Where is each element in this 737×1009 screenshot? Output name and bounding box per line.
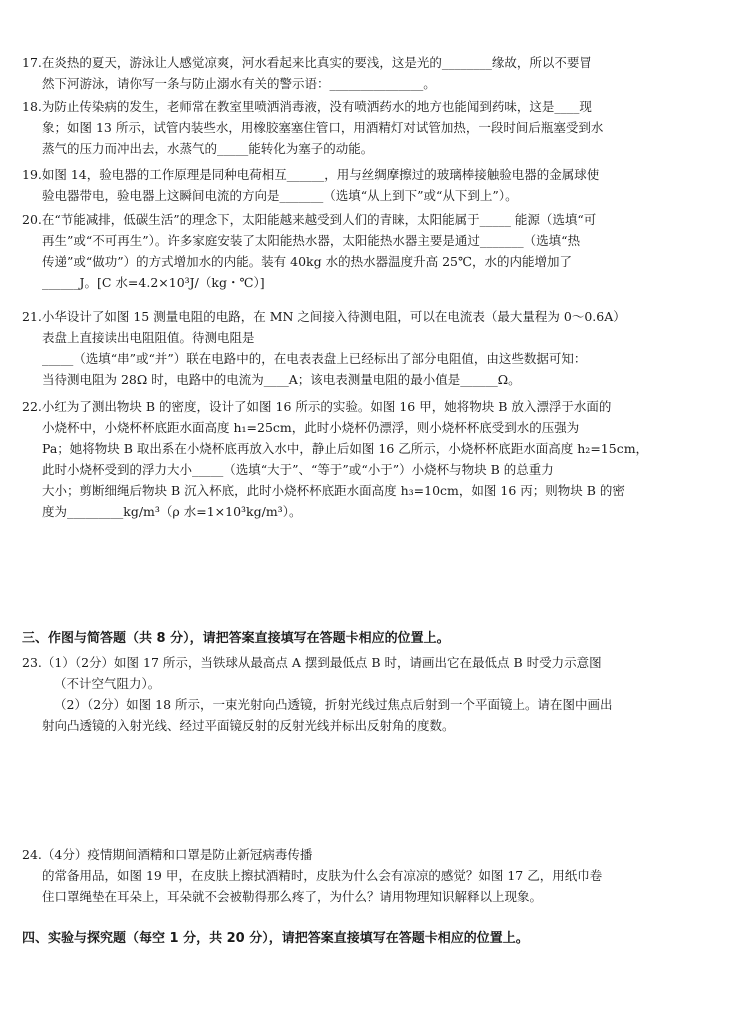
question-23-line-1: 23.（1）（2分）如图 17 所示，当铁球从最高点 A 摆到最低点 B 时，请画出它在最低点 B 时受力示意图 [22,655,602,670]
question-20 [22,209,702,293]
question-18-line-3: 蒸气的压力而冲出去，水蒸气的_____能转化为塞子的动能。 [42,141,374,156]
question-20-line-4: ______J。[C 水=4.2×10³J/（kg・℃）] [42,275,265,290]
question-22-line-3: Pa；她将物块 B 取出系在小烧杯底再放入水中，静止后如图 16 乙所示，小烧杯杯底距水面高度 h₂=15cm， [42,441,649,456]
section-3-heading: 三、作图与简答题（共 8 分），请把答案直接填写在答题卡相应的位置上。 [22,631,450,646]
question-22-line-4: 此时小烧杯受到的浮力大小_____（选填“大于”、“等于”或“小于”）小烧杯与物块 B 的总重力 [42,462,554,477]
section-4-heading: 四、实验与探究题（每空 1 分，共 20 分），请把答案直接填写在答题卡相应的位置上。 [22,931,529,946]
question-19 [22,164,702,206]
question-24-line-1: 24.（4分）疫情期间酒精和口罩是防止新冠病毒传播 [22,847,313,862]
question-23 [22,652,702,736]
question-17-line-1: 17.在炎热的夏天，游泳让人感觉凉爽，河水看起来比真实的要浅，这是光的________缘故，所以不要冒 [22,55,592,70]
question-21-line-3: _____（选填“串”或“并”）联在电路中的，在电表表盘上已经标出了部分电阻值，由这些数据可知： [42,351,587,366]
question-18 [22,96,702,159]
question-23-line-4: 射向凸透镜的入射光线、经过平面镜反射的反射光线并标出反射角的度数。 [42,718,455,733]
question-22-line-2: 小烧杯中，小烧杯杯底距水面高度 h₁=25cm，此时小烧杯仍漂浮，则小烧杯杯底受到水的压强为 [42,420,580,435]
question-21-line-4: 当待测电阻为 28Ω 时，电路中的电流为____A；该电表测量电阻的最小值是______Ω。 [42,372,521,387]
question-22 [22,396,702,522]
question-17-line-2: 然下河游泳，请你写一条与防止溺水有关的警示语：_______________。 [42,76,436,91]
question-19-line-1: 19.如图 14，验电器的工作原理是同种电荷相互______，用与丝绸摩擦过的玻璃棒接触验电器的金属球使 [22,167,600,182]
question-24 [22,844,702,907]
question-17 [22,52,702,94]
question-22-line-1: 22.小红为了测出物块 B 的密度，设计了如图 16 所示的实验。如图 16 甲，她将物块 B 放入漂浮于水面的 [22,399,612,414]
question-24-line-2: 的常备用品，如图 19 甲，在皮肤上擦拭酒精时，皮肤为什么会有凉凉的感觉？如图 17 乙，用纸巾卷 [42,868,603,883]
question-19-line-2: 验电器带电，验电器上这瞬间电流的方向是_______（选填“从上到下”或“从下到上”）。 [42,188,518,203]
question-23-line-3: （2）（2分）如图 18 所示，一束光射向凸透镜，折射光线过焦点后射到一个平面镜上。请在图中画出 [54,697,613,712]
question-20-line-2: 再生”或“不可再生”）。许多家庭安装了太阳能热水器，太阳能热水器主要是通过_______（选填“热 [42,233,581,248]
question-21 [22,306,702,390]
question-24-line-3: 住口罩绳垫在耳朵上，耳朵就不会被勒得那么疼了，为什么？请用物理知识解释以上现象。 [42,889,543,904]
question-18-line-2: 象；如图 13 所示，试管内装些水，用橡胶塞塞住管口，用酒精灯对试管加热，一段时间后瓶塞受到水 [42,120,604,135]
question-22-line-6: 度为_________kg/m³（ρ 水=1×10³kg/m³）。 [42,504,302,519]
question-21-line-2: 表盘上直接读出电阻阻值。待测电阻是 [42,330,255,345]
question-21-line-1: 21.小华设计了如图 15 测量电阻的电路，在 MN 之间接入待测电阻，可以在电流表（最大量程为 0～0.6A） [22,309,626,324]
question-20-line-1: 20.在“节能减排，低碳生活”的理念下，太阳能越来越受到人们的青睐，太阳能属于_____ 能源（选填“可 [22,212,597,227]
question-23-line-2: （不计空气阻力）。 [54,676,161,691]
question-20-line-3: 传递”或“做功”）的方式增加水的内能。装有 40kg 水的热水器温度升高 25℃，水的内能增加了 [42,254,572,269]
question-22-line-5: 大小；剪断细绳后物块 B 沉入杯底，此时小烧杯杯底距水面高度 h₃=10cm，如图 16 丙；则物块 B 的密 [42,483,625,498]
question-18-line-1: 18.为防止传染病的发生，老师常在教室里喷洒消毒液，没有喷洒药水的地方也能闻到药味，这是____现 [22,99,592,114]
